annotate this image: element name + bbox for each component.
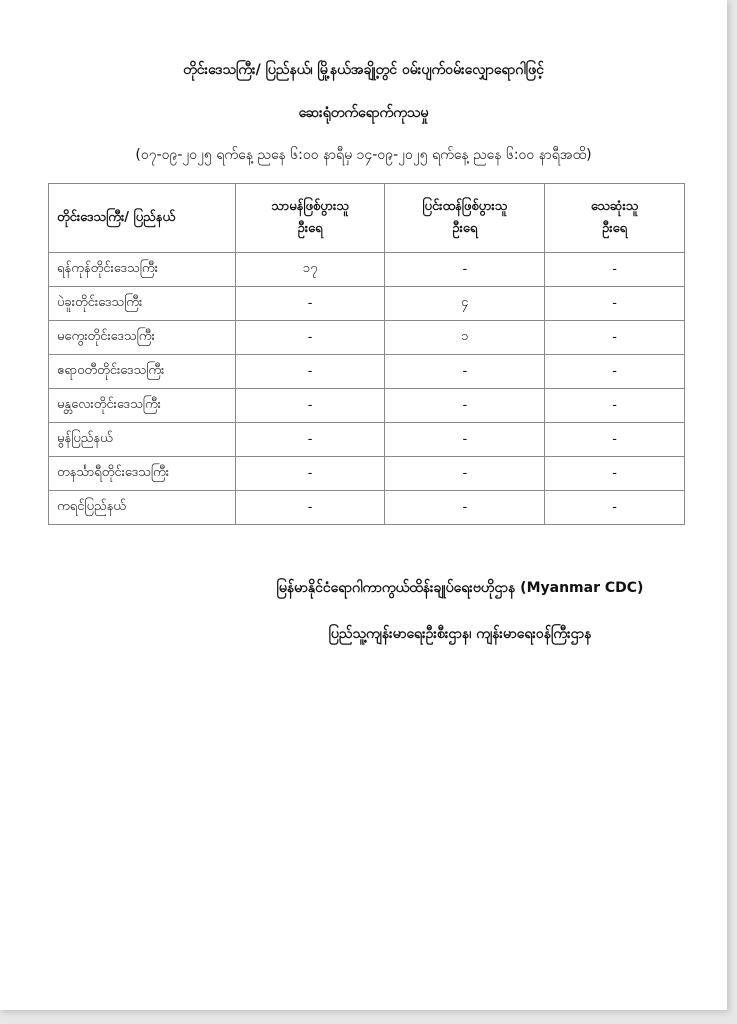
table-row bbox=[49, 253, 685, 287]
date-range: (၀၇-၀၉-၂၀၂၅ ရက်နေ့ ညနေ ၆:၀၀ နာရီမှ ၁၄-၀၉-၂၀၂၅ ရက်နေ့ ညနေ ၆:၀၀ နာရီအထိ) bbox=[135, 147, 592, 163]
header-deaths bbox=[545, 184, 685, 253]
deaths-cell: - bbox=[545, 389, 685, 423]
table-header-row bbox=[49, 184, 685, 253]
document-title-line-2: ဆေးရုံတက်ရောက်ကုသမှု bbox=[298, 105, 429, 121]
mild-cell: - bbox=[235, 355, 385, 389]
header-severe-line2: ဦးရေ bbox=[452, 221, 478, 236]
table-row bbox=[49, 287, 685, 321]
severe-cell: - bbox=[385, 457, 545, 491]
region-cell: ပဲခူးတိုင်းဒေသကြီး bbox=[49, 287, 236, 321]
region-cell: မန္တလေးတိုင်းဒေသကြီး bbox=[49, 389, 236, 423]
region-cell: ကရင်ပြည်နယ် bbox=[49, 491, 236, 525]
region-cell: တနင်္သာရီတိုင်းဒေသကြီး bbox=[49, 457, 236, 491]
mild-cell: - bbox=[235, 491, 385, 525]
footer-org-line-2: ပြည်သူ့ကျန်းမာရေးဦးစီးဌာန၊ ကျန်းမာရေးဝန်ကြီးဌာန bbox=[328, 626, 592, 642]
severe-cell: - bbox=[385, 423, 545, 457]
table-row bbox=[49, 321, 685, 355]
mild-cell: ၁၇ bbox=[235, 253, 385, 287]
header-mild-line1: သာမန်ဖြစ်ပွားသူ bbox=[271, 199, 349, 214]
table-row bbox=[49, 423, 685, 457]
header-severe-line1: ပြင်းထန်ဖြစ်ပွားသူ bbox=[422, 199, 508, 214]
footer-org-line-1: မြန်မာနိုင်ငံရောဂါကာကွယ်ထိန်းချုပ်ရေးဗဟိုဌာန (Myanmar CDC) bbox=[276, 580, 644, 596]
region-cell: မကွေးတိုင်းဒေသကြီး bbox=[49, 321, 236, 355]
mild-cell: - bbox=[235, 321, 385, 355]
header-severe-cases bbox=[385, 184, 545, 253]
cases-table bbox=[48, 183, 685, 525]
severe-cell: - bbox=[385, 253, 545, 287]
severe-cell: ၁ bbox=[385, 321, 545, 355]
header-mild-line2: ဦးရေ bbox=[297, 221, 323, 236]
mild-cell: - bbox=[235, 423, 385, 457]
severe-cell: - bbox=[385, 389, 545, 423]
deaths-cell: - bbox=[545, 457, 685, 491]
table-row bbox=[49, 457, 685, 491]
severe-cell: - bbox=[385, 491, 545, 525]
table-row bbox=[49, 355, 685, 389]
header-deaths-line1: သေဆုံးသူ bbox=[590, 199, 639, 214]
deaths-cell: - bbox=[545, 423, 685, 457]
region-cell: ဧရာဝတီတိုင်းဒေသကြီး bbox=[49, 355, 236, 389]
region-cell: မွန်ပြည်နယ် bbox=[49, 423, 236, 457]
deaths-cell: - bbox=[545, 321, 685, 355]
mild-cell: - bbox=[235, 389, 385, 423]
deaths-cell: - bbox=[545, 355, 685, 389]
deaths-cell: - bbox=[545, 253, 685, 287]
mild-cell: - bbox=[235, 287, 385, 321]
mild-cell: - bbox=[235, 457, 385, 491]
table-row bbox=[49, 491, 685, 525]
header-deaths-line2: ဦးရေ bbox=[602, 221, 628, 236]
header-region: တိုင်းဒေသကြီး/ ပြည်နယ် bbox=[49, 184, 236, 253]
deaths-cell: - bbox=[545, 491, 685, 525]
table-row bbox=[49, 389, 685, 423]
severe-cell: - bbox=[385, 355, 545, 389]
header-mild-cases bbox=[235, 184, 385, 253]
document-title-line-1: တိုင်းဒေသကြီး/ ပြည်နယ်၊ မြို့နယ်အချို့တွင် ဝမ်းပျက်ဝမ်းလျှောရောဂါဖြင့် bbox=[183, 62, 544, 78]
region-cell: ရန်ကုန်တိုင်းဒေသကြီး bbox=[49, 253, 236, 287]
deaths-cell: - bbox=[545, 287, 685, 321]
severe-cell: ၄ bbox=[385, 287, 545, 321]
